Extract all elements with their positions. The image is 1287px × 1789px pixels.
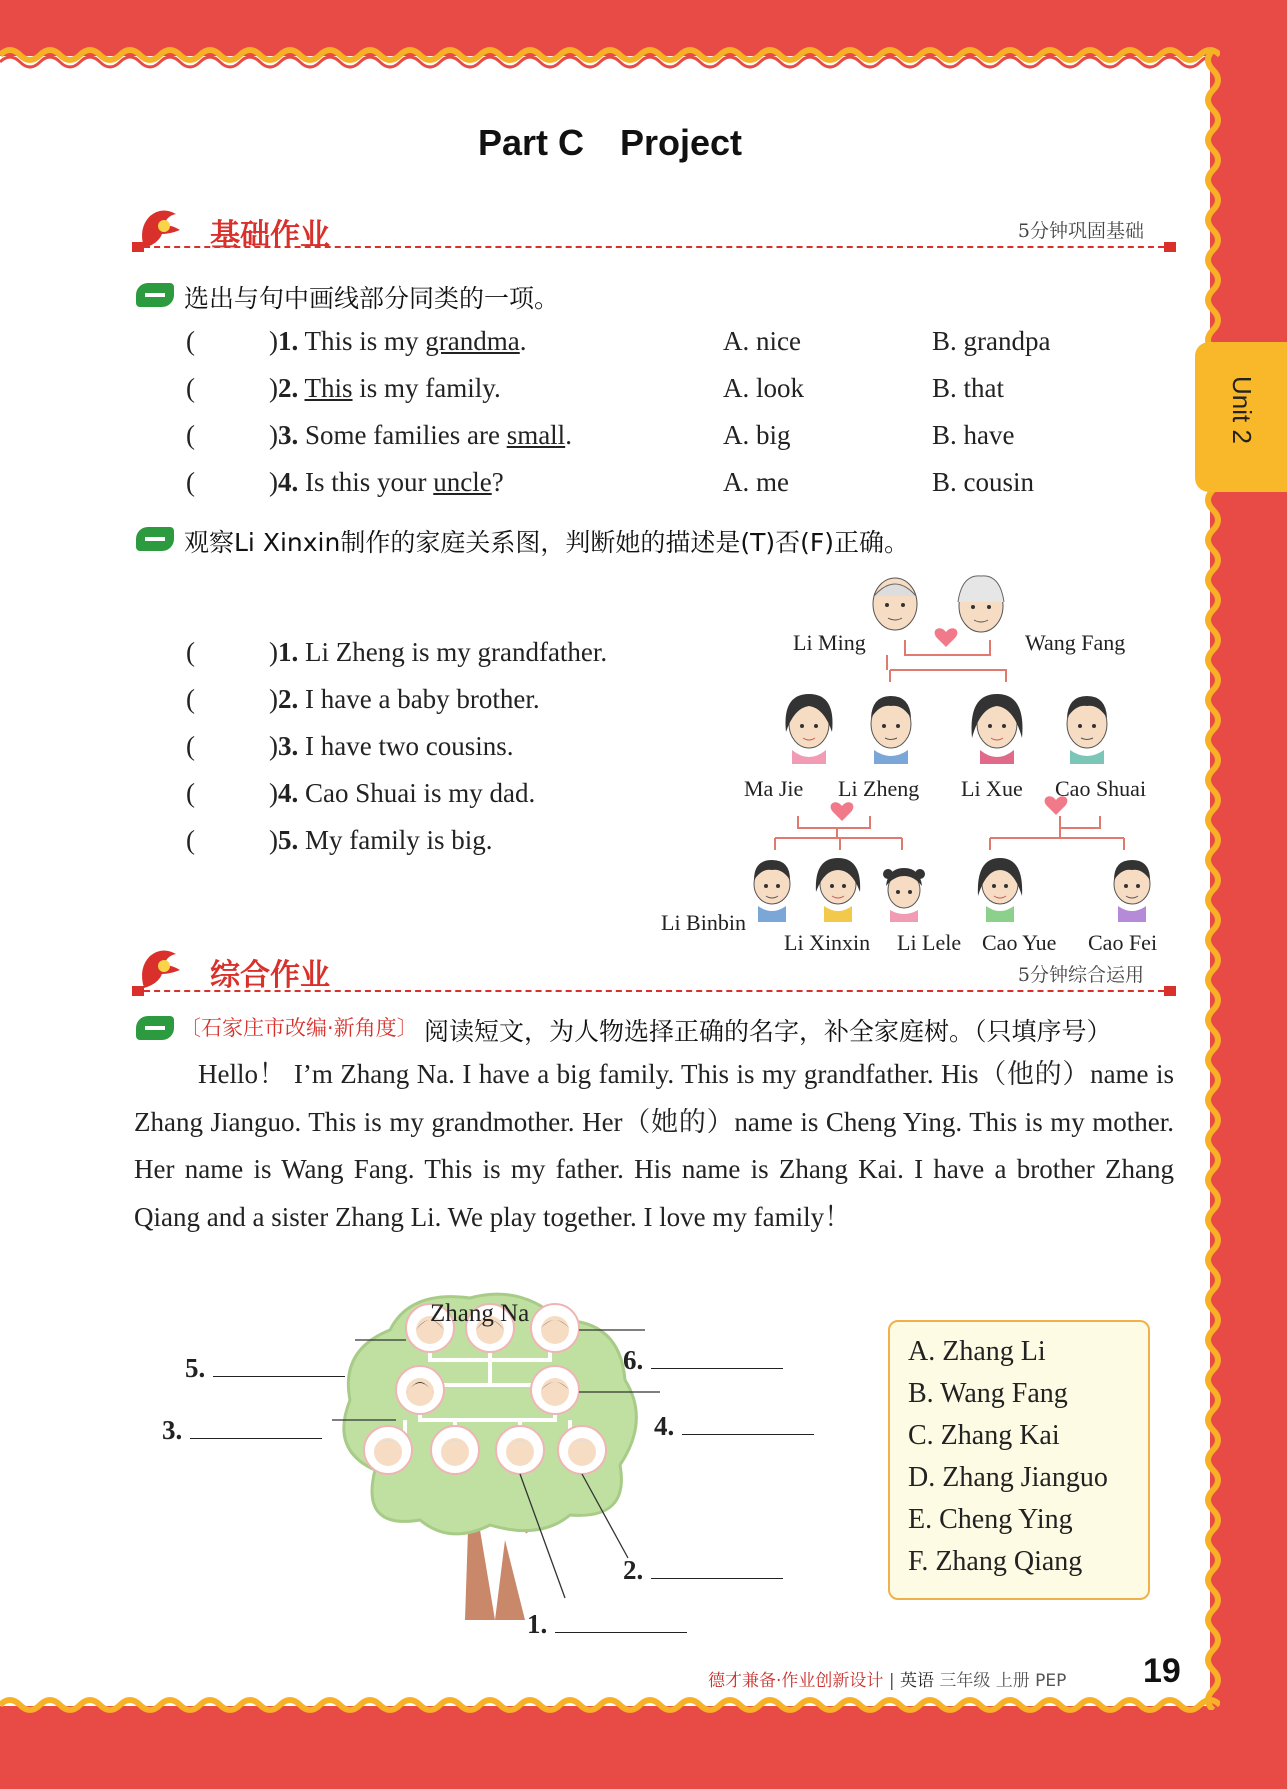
option-a: A. big — [723, 420, 791, 450]
name-option-b: B. Wang Fang — [908, 1378, 1068, 1409]
boy-face-icon — [746, 852, 798, 922]
tree-label-zhang-na: Zhang Na — [430, 1300, 530, 1327]
option-b: B. cousin — [932, 467, 1035, 497]
footer-brand: 德才兼备·作业创新设计 — [708, 1671, 884, 1691]
family-name-aunt: Li Xue — [961, 776, 1023, 801]
father-face-icon — [862, 688, 920, 764]
tree-blank-3[interactable]: 3. — [162, 1412, 322, 1446]
cousin-boy-face-icon — [1106, 852, 1158, 922]
cousin-girl-face-icon — [974, 852, 1026, 922]
section-basic-label: 基础作业 — [210, 218, 330, 253]
wavy-border-right — [1198, 50, 1228, 1710]
section-basic-header — [134, 204, 1174, 254]
question-two-badge — [136, 527, 174, 551]
grandpa-face-icon — [866, 572, 924, 640]
q2-item-2: ( )2. I have a baby brother. — [186, 684, 540, 714]
page-title: Part C Project — [477, 122, 743, 163]
section-basic-note: 5分钟巩固基础 — [1017, 220, 1144, 242]
option-b: B. have — [932, 420, 1015, 450]
option-b: B. grandpa — [932, 326, 1051, 356]
tree-blank-5[interactable]: 5. — [185, 1350, 345, 1384]
uncle-face-icon — [1058, 688, 1116, 764]
family-name-father: Li Zheng — [838, 776, 920, 801]
family-tree-illustration — [320, 1290, 660, 1630]
aunt-face-icon — [968, 688, 1026, 764]
family-name-self: Li Xinxin — [784, 930, 871, 955]
name-option-c: C. Zhang Kai — [908, 1420, 1060, 1451]
q2-item-1: ( )1. Li Zheng is my grandfather. — [186, 637, 608, 667]
question-one-instruction: 选出与句中画线部分同类的一项。 — [184, 284, 560, 313]
name-option-e: E. Cheng Ying — [908, 1504, 1073, 1535]
name-option-f: F. Zhang Qiang — [908, 1546, 1083, 1577]
question-three-badge — [136, 1016, 174, 1040]
option-a: A. look — [723, 373, 804, 403]
section-comprehensive-label: 综合作业 — [210, 958, 330, 993]
section-comprehensive-header — [134, 944, 1174, 994]
flame-logo-icon — [136, 944, 184, 992]
family-name-sister: Li Lele — [897, 930, 962, 955]
footer-separator: | — [888, 1671, 895, 1691]
tree-blank-4[interactable]: 4. — [654, 1408, 814, 1442]
name-option-a: A. Zhang Li — [908, 1336, 1046, 1367]
page-footer — [708, 1666, 1066, 1691]
footer-subject: 英语 — [899, 1671, 934, 1691]
family-name-cousin-2: Cao Fei — [1088, 930, 1158, 955]
q2-item-4: ( )4. Cao Shuai is my dad. — [186, 778, 536, 808]
tree-blank-6[interactable]: 6. — [623, 1342, 783, 1376]
unit-tab-label: Unit 2 — [1227, 376, 1257, 444]
name-option-d: D. Zhang Jianguo — [908, 1462, 1108, 1493]
family-name-cousin-1: Cao Yue — [982, 930, 1057, 955]
tree-blank-1[interactable]: 1. — [527, 1606, 687, 1640]
section-divider — [134, 246, 1174, 248]
section-comprehensive-note: 5分钟综合运用 — [1017, 964, 1144, 986]
q2-item-3: ( )3. I have two cousins. — [186, 731, 514, 761]
girl-face-icon — [812, 852, 864, 922]
question-two-instruction: 观察Li Xinxin制作的家庭关系图，判断她的描述是(T)否(F)正确。 — [184, 528, 909, 557]
page-number: 19 — [1143, 1652, 1181, 1690]
grandma-face-icon — [952, 572, 1010, 640]
tree-blank-2[interactable]: 2. — [623, 1552, 783, 1586]
mother-face-icon — [780, 688, 838, 764]
option-b: B. that — [932, 373, 1004, 403]
wavy-border-bottom — [0, 1690, 1220, 1720]
family-name-mother: Ma Jie — [744, 776, 804, 801]
family-name-grandpa: Li Ming — [793, 630, 866, 655]
family-name-brother: Li Binbin — [661, 910, 746, 935]
wavy-border-top — [0, 40, 1220, 70]
family-name-grandma: Wang Fang — [1025, 630, 1126, 655]
section-divider — [134, 990, 1174, 992]
family-name-uncle: Cao Shuai — [1055, 776, 1147, 801]
unit-tab[interactable] — [1195, 342, 1287, 492]
question-one-badge — [136, 283, 174, 307]
reading-passage: Hello！ I’m Zhang Na. I have a big family. This is my grandfather. His（他的）name is Zhang Jianguo. This is my grandmother. Her（她的）name is Cheng Ying. This is my mother. Her name is Wang Fang. This is my father. His name is Zhang Kai. I have a brother Zhang Qiang and a sister Zhang Li. We play together. I love my family！ — [134, 1059, 1174, 1232]
question-three-source: 〔石家庄市改编·新角度〕 — [180, 1016, 418, 1040]
q2-item-5: ( )5. My family is big. — [186, 825, 493, 855]
baby-girl-face-icon — [880, 860, 928, 922]
name-options-box — [888, 1320, 1150, 1600]
option-a: A. me — [723, 467, 789, 497]
option-a: A. nice — [723, 326, 801, 356]
question-three-instruction: 阅读短文，为人物选择正确的名字，补全家庭树。（只填序号） — [424, 1017, 1112, 1046]
footer-grade: 三年级 上册 PEP — [939, 1671, 1067, 1691]
